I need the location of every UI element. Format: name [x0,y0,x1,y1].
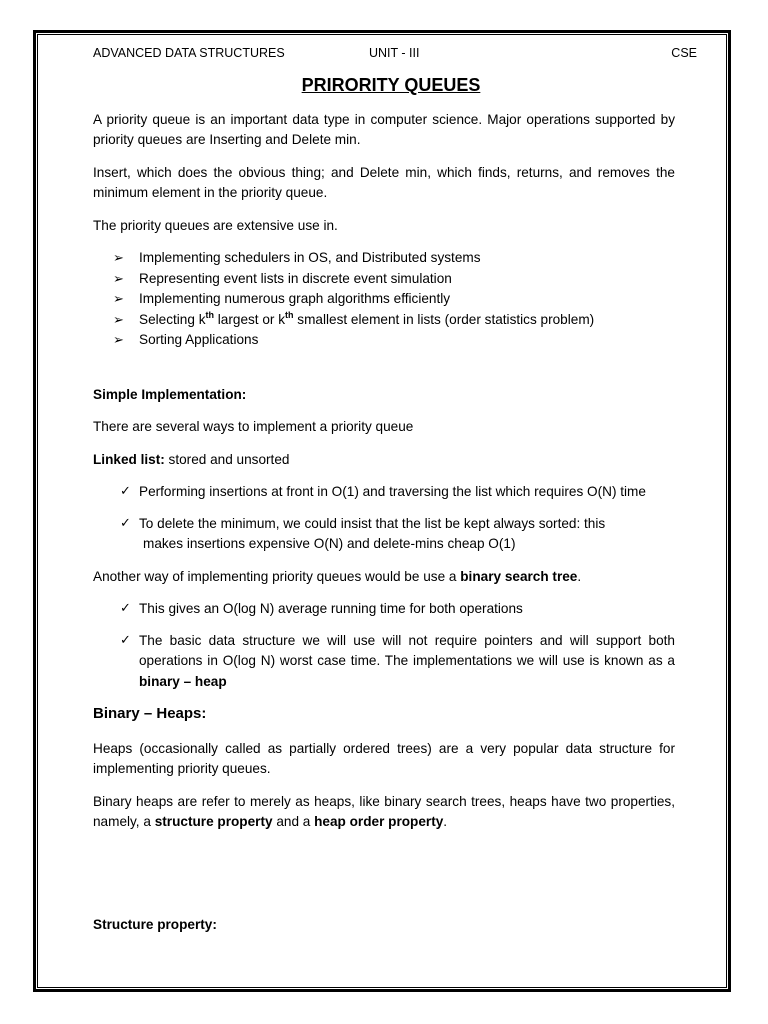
arrow-bullet-icon: ➢ [113,250,124,265]
list-item-text: Representing event lists in discrete event simulation [139,270,452,286]
heaps-p2-text-d: . [443,814,448,829]
check-item [93,514,675,555]
check-item [93,631,675,693]
list-item [93,310,675,331]
header-dept: CSE [671,46,697,60]
heaps-p2-bold-1: structure property [154,814,273,829]
check-mark-icon: ✓ [120,514,131,530]
binary-heaps-heading: Binary – Heaps: [93,705,207,722]
uses-list [93,248,675,351]
linked-list-text: stored and unsorted [164,451,290,467]
list-item [93,289,675,310]
superscript-th: th [205,309,214,320]
linked-list-checks [93,482,675,555]
check-mark-icon: ✓ [120,483,131,498]
header-unit: UNIT - III [369,46,420,60]
intro-paragraph-2: Insert, which does the obvious thing; and Delete min, which finds, returns, and removes the minimum element in the priority queue. [93,164,675,200]
list-item-text: Implementing schedulers in OS, and Distributed systems [139,250,481,265]
check-item-text: To delete the minimum, we could insist that the list be kept always sorted: this [139,515,606,531]
linked-list-paragraph [93,450,675,471]
list-item-text-a: Selecting k [139,311,206,327]
check-item-text: The basic data structure we will use will not require pointers and will support both operations in O(log N) worst case time. The implementations we will use is known as a [139,632,675,668]
list-item [93,269,675,290]
bst-bold: binary search tree [460,568,578,584]
intro-paragraph-1: A priority queue is an important data type in computer science. Major operations supported by priority queues are Inserting and Delete min. [93,111,675,147]
document-body [93,40,697,947]
structure-property-heading: Structure property: [93,916,217,932]
bst-text: Another way of implementing priority queues would be use a [93,568,461,584]
heaps-p2-text-a: Binary heaps are refer to merely as heaps, like binary search trees, heaps have two properties, namely, a [93,793,675,829]
page-title: PRIRORITY QUEUES [301,75,481,95]
list-item-text-c: smallest element in lists (order statistics problem) [293,311,595,327]
intro-paragraph-3: The priority queues are extensive use in. [93,217,338,233]
list-item-text: Implementing numerous graph algorithms efficiently [139,291,451,306]
check-mark-icon: ✓ [120,600,131,615]
check-item-text: Performing insertions at front in O(1) and traversing the list which requires O(N) time [139,484,646,499]
arrow-bullet-icon: ➢ [113,311,124,327]
check-item [93,482,675,503]
heaps-paragraph-1: Heaps (occasionally called as partially ordered trees) are a very popular data structure for implementing priority queues. [93,740,675,776]
heaps-p2-bold-2: heap order property [314,814,444,829]
simple-implementation-heading: Simple Implementation: [93,386,247,402]
list-item-text: Sorting Applications [139,332,259,347]
list-item [93,330,675,351]
bst-end: . [577,568,582,584]
check-item [93,599,675,620]
check-item-text: This gives an O(log N) average running time for both operations [139,601,523,616]
bst-checks [93,599,675,692]
bst-paragraph [93,567,675,588]
check-mark-icon: ✓ [120,631,131,647]
heaps-p2-text-c: and a [272,814,315,829]
linked-list-label: Linked list: [93,451,165,467]
heaps-paragraph-2 [93,792,675,833]
check-item-bold: binary – heap [139,673,227,689]
arrow-bullet-icon: ➢ [113,332,124,347]
check-item-continuation: makes insertions expensive O(N) and delete-mins cheap O(1) [143,536,516,551]
header-course: ADVANCED DATA STRUCTURES [93,46,285,60]
blank-space [93,845,675,915]
arrow-bullet-icon: ➢ [113,270,124,286]
simple-implementation-text: There are several ways to implement a priority queue [93,419,414,434]
list-item [93,248,675,269]
page-header [93,40,697,62]
list-item-text-b: largest or k [214,311,286,327]
arrow-bullet-icon: ➢ [113,291,124,306]
superscript-th: th [285,309,294,320]
